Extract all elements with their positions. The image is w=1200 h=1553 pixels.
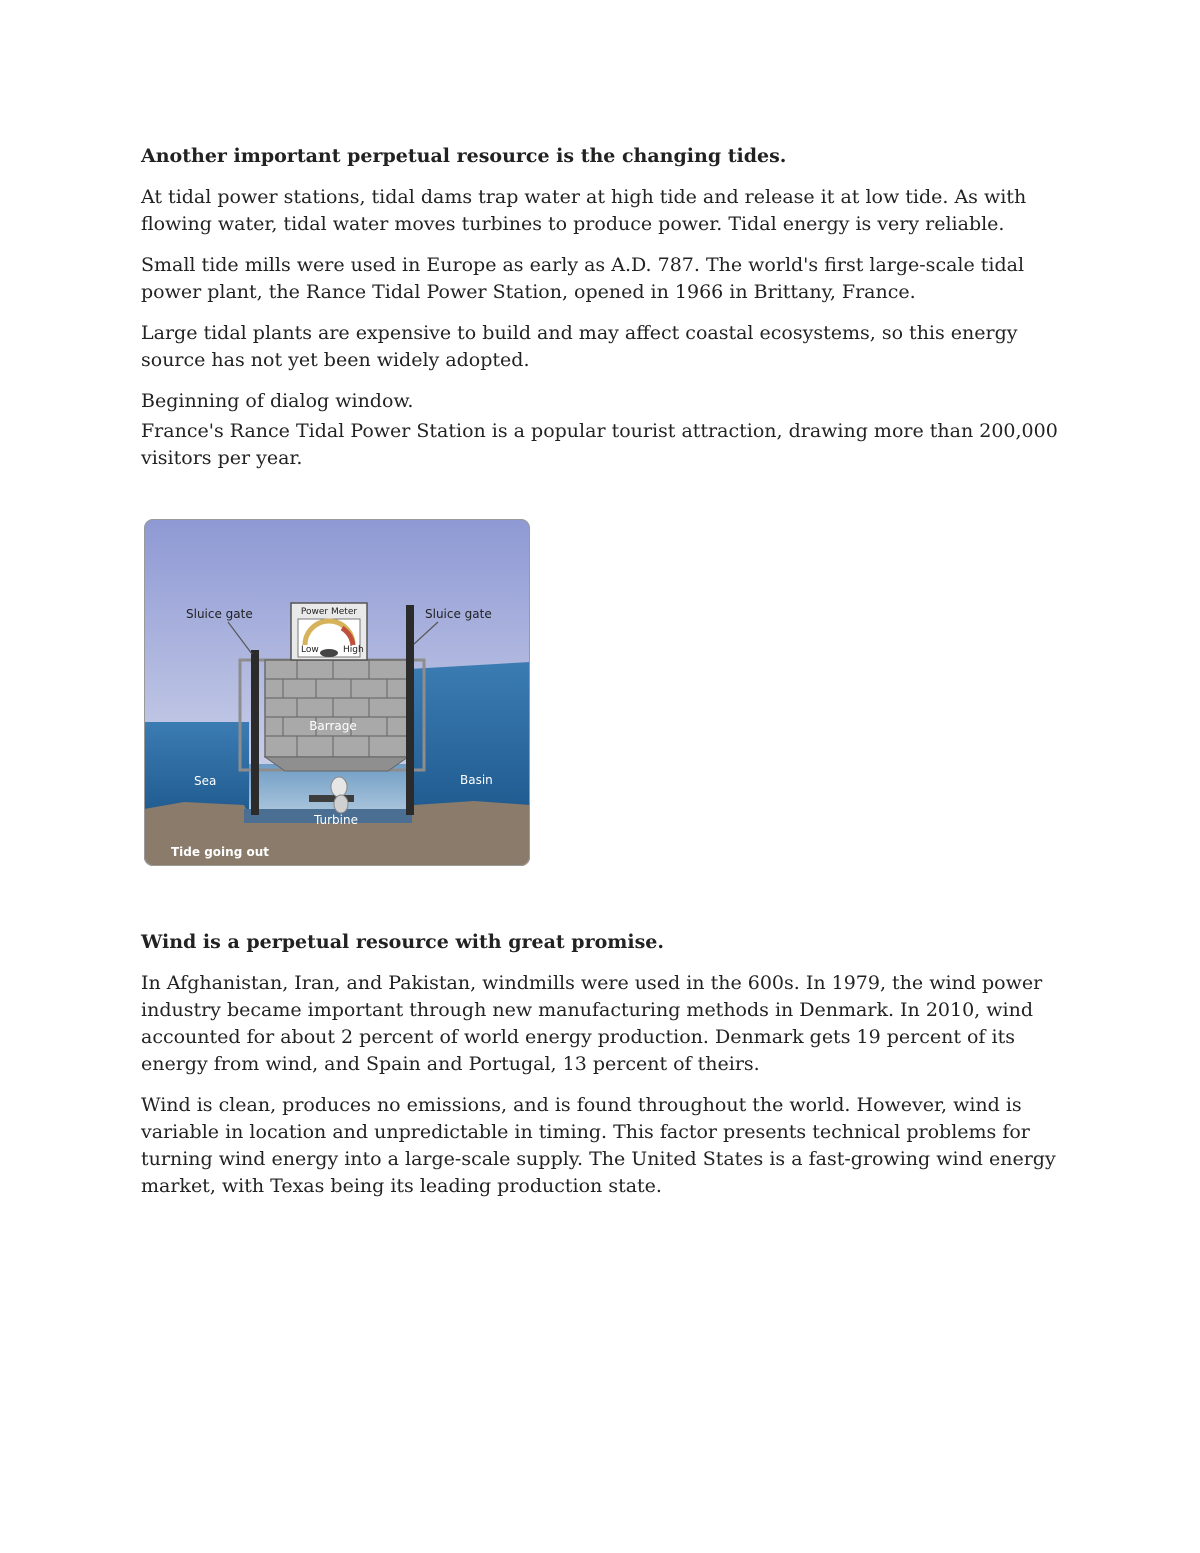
tidal-heading: Another important perpetual resource is the changing tides. — [141, 145, 787, 167]
dialog-intro: Beginning of dialog window. — [141, 390, 414, 412]
barrage-wall — [265, 660, 408, 757]
sluice-gate-left — [251, 650, 259, 815]
basin-water-right — [409, 662, 530, 817]
tidal-paragraph-1: At tidal power stations, tidal dams trap water at high tide and release it at low tide. As with flowing water, tidal water moves turbines to produce power. Tidal energy is very reliable. — [141, 186, 1027, 235]
tidal-paragraph-2: Small tide mills were used in Europe as early as A.D. 787. The world's first large-scale tidal power plant, the Rance Tidal Power Station, opened in 1966 in Brittany, France. — [141, 254, 1025, 303]
sluice-gate-left-label: Sluice gate — [186, 607, 253, 621]
meter-low-label: Low — [301, 645, 319, 655]
turbine-label: Turbine — [314, 813, 358, 827]
tidal-section — [141, 143, 1071, 472]
barrage-label: Barrage — [309, 719, 357, 733]
dialog-caption: France's Rance Tidal Power Station is a popular tourist attraction, drawing more than 200,000 visitors per year. — [141, 420, 1058, 469]
basin-label: Basin — [460, 773, 493, 787]
barrage-base — [265, 757, 408, 771]
power-meter-label: Power Meter — [300, 607, 358, 617]
wind-section — [141, 929, 1071, 1200]
sluice-gate-right — [406, 605, 414, 815]
wind-heading: Wind is a perpetual resource with great promise. — [141, 931, 665, 953]
meter-high-label: High — [343, 645, 364, 655]
sea-label: Sea — [194, 774, 217, 788]
tidal-power-diagram — [144, 519, 530, 866]
wind-paragraph-2: Wind is clean, produces no emissions, and is found throughout the world. However, wind is variable in location and unpredictable in timing. This factor presents technical problems for turning wind energy into a large-scale supply. The United States is a fast-growing wind energy market, with Texas being its leading production state. — [141, 1094, 1056, 1197]
figure-caption: Tide going out — [171, 845, 269, 859]
tidal-paragraph-3: Large tidal plants are expensive to build and may affect coastal ecosystems, so this energy source has not yet been widely adopted. — [141, 322, 1018, 371]
sluice-gate-right-label: Sluice gate — [425, 607, 492, 621]
wind-paragraph-1: In Afghanistan, Iran, and Pakistan, windmills were used in the 600s. In 1979, the wind power industry became important through new manufacturing methods in Denmark. In 2010, wind accounted for about 2 percent of world energy production. Denmark gets 19 percent of its energy from wind, and Spain and Portugal, 13 percent of theirs. — [141, 972, 1043, 1075]
